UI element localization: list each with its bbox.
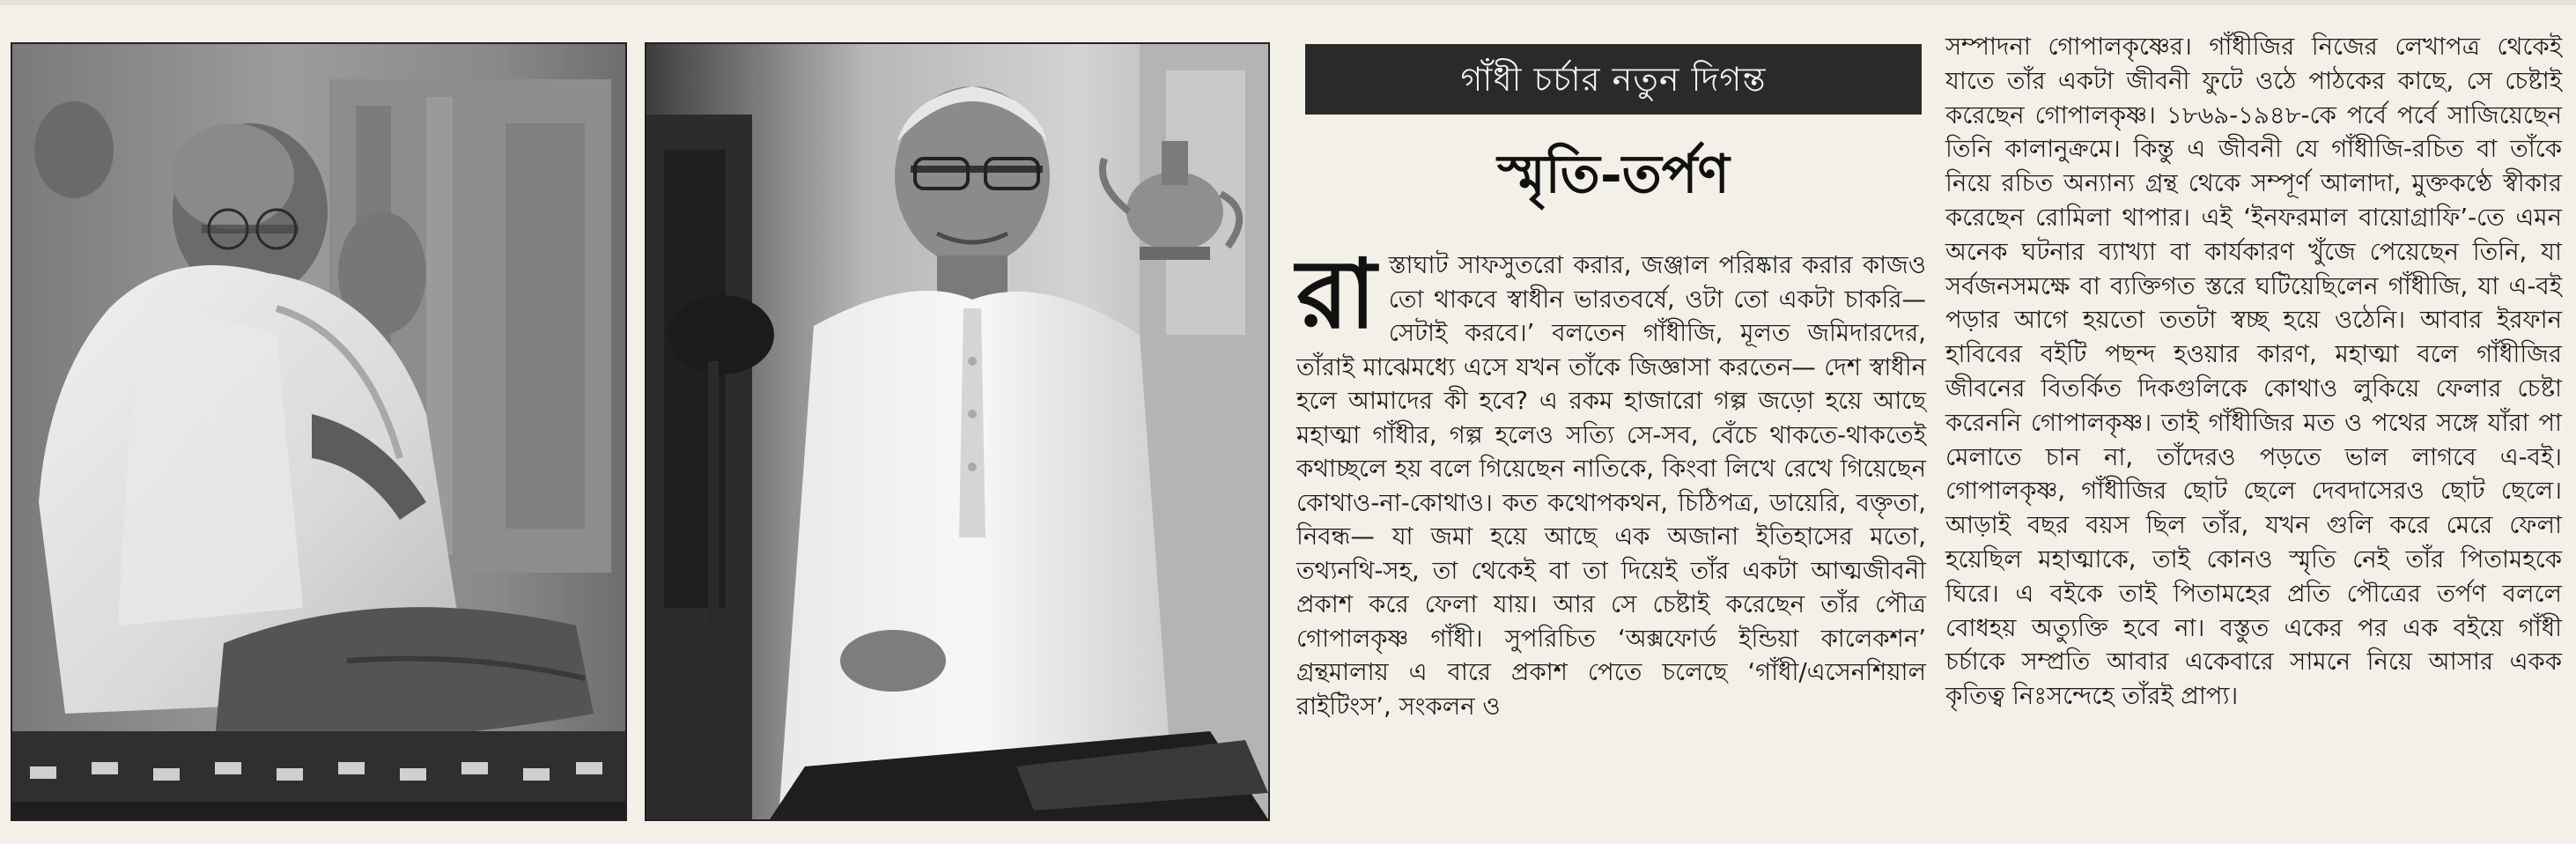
- portrait-man-photo: [646, 44, 1268, 819]
- article-kicker: গাঁধী চর্চার নতুন দিগন্ত: [1305, 44, 1922, 115]
- article-headline: স্মৃতি-তর্পণ: [1497, 144, 1730, 205]
- article-column-right: [1942, 0, 2567, 844]
- drop-cap: রা: [1296, 239, 1377, 350]
- article-column-middle: [1266, 0, 1931, 844]
- photo-right: [645, 42, 1270, 821]
- photo-left: [11, 42, 627, 821]
- seated-man-photo: [12, 44, 625, 819]
- paragraph-middle: স্তাঘাট সাফসুতরো করার, জঞ্জাল পরিষ্কার করার কাজও তো থাকবে স্বাধীন ভারতবর্ষে, ওটা তো একটা চাকরি— সেটাই করবে।’ বলতেন গাঁধীজি, মূলত জমিদারদের, তাঁরাই মাঝেমধ্যে এসে যখন তাঁকে জিজ্ঞাসা করতেন— দেশ স্বাধীন হলে আমাদের কী হবে? এ রকম হাজারো গল্প জড়ো হয়ে আছে মহাত্মা গাঁধীর, গল্প হলেও সত্যি সে-সব, বেঁচে থাকতে-থাকতেই কথাচ্ছলে হয় বলে গিয়েছেন নাতিকে, কিংবা লিখে রেখে গিয়েছেন কোথাও-না-কোথাও। কত কথোপকথন, চিঠিপত্র, ডায়েরি, বক্তৃতা, নিবন্ধ— যা জমা হয়ে আছে এক অজানা ইতিহাসের মতো, তথ্যনথি-সহ, তা থেকেই বা তা দিয়েই তাঁর একটা আত্মজীবনী প্রকাশ করে ফেলা যায়। আর সে চেষ্টাই করেছেন তাঁর পৌত্র গোপালকৃষ্ণ গাঁধী। সুপরিচিত ‘অক্সফোর্ড ইন্ডিয়া কালেকশন’ গ্রন্থমালায় এ বারে প্রকাশ পেতে চলেছে ‘গাঁধী/এসেনশিয়াল রাইটিংস’, সংকলন ও: [1296, 251, 1926, 721]
- paragraph-right: সম্পাদনা গোপালকৃষ্ণের। গাঁধীজির নিজের লেখাপত্র থেকেই যাতে তাঁর একটা জীবনী ফুটে ওঠে পাঠকের কাছে, সে চেষ্টাই করেছেন গোপালকৃষ্ণ। ১৮৬৯-১৯৪৮-কে পর্বে পর্বে সাজিয়েছেন তিনি কালানুক্রমে। কিন্তু এ জীবনী যে গাঁধীজি-রচিত বা তাঁকে নিয়ে রচিত অন্যান্য গ্রন্থ থেকে সম্পূর্ণ আলাদা, মুক্তকণ্ঠে স্বীকার করেছেন রোমিলা থাপার। এই ‘ইনফরমাল বায়োগ্রাফি’-তে এমন অনেক ঘটনার ব্যাখ্যা বা কার্যকারণ খুঁজে পেয়েছেন তিনি, যা সর্বজনসমক্ষে বা ব্যক্তিগত স্তরে ঘটিয়েছিলেন গাঁধীজি, যা এ-বই পড়ার আগে হয়তো ততটা স্বচ্ছ হয়ে ওঠেনি। আবার ইরফান হাবিবের বইটি পছন্দ হওয়ার কারণ, মহাত্মা বলে গাঁধীজির জীবনের বিতর্কিত দিকগুলিকে কোথাও লুকিয়ে ফেলার চেষ্টা করেননি গোপালকৃষ্ণ। তাই গাঁধীজির মত ও পথের সঙ্গে যাঁরা পা মেলাতে চান না, তাঁদেরও পড়তে ভাল লাগবে এ-বই। গোপালকৃষ্ণ, গাঁধীজির ছোট ছেলে দেবদাসেরও ছোট ছেলে। আড়াই বছর বয়স ছিল তাঁর, যখন গুলি করে মেরে ফেলা হয়েছিল মহাত্মাকে, তাই কোনও স্মৃতি নেই তাঁর পিতামহকে ঘিরে। এ বইকে তাই পিতামহের প্রতি পৌত্রের তর্পণ বললে বোধহয় অত্যুক্তি হবে না। বস্তুত একের পর এক বইয়ে গাঁধী চর্চাকে সম্প্রতি আবার একেবারে সামনে নিয়ে আসার একক কৃতিত্ব নিঃসন্দেহে তাঁরই প্রাপ্য।: [1945, 33, 2562, 711]
- article-body-middle: [1296, 239, 1926, 723]
